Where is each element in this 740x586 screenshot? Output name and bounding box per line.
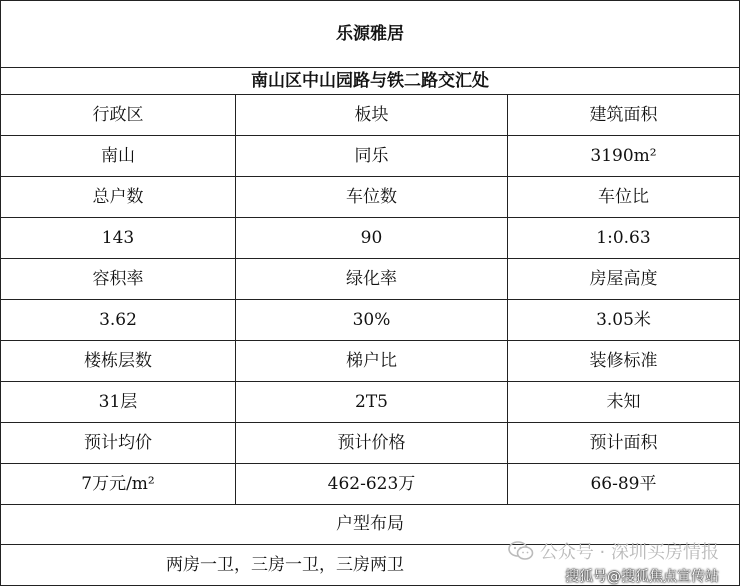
property-address: 南山区中山园路与铁二路交汇处 [1,68,740,95]
header-floors: 楼栋层数 [1,341,236,382]
watermark-text-1: 公众号 · 深圳买房情报 [539,542,719,563]
value-building-area: 3190m² [508,136,740,177]
value-total-price: 462-623万 [236,464,508,505]
value-decoration: 未知 [508,382,740,423]
table-row [1,341,740,382]
header-parking-spaces: 车位数 [236,177,508,218]
value-district: 南山 [1,136,236,177]
header-elevator-ratio: 梯户比 [236,341,508,382]
table-row [1,95,740,136]
header-building-area: 建筑面积 [508,95,740,136]
value-sector: 同乐 [236,136,508,177]
layout-value-text: 两房一卫，三房一卫，三房两卫 [166,554,404,575]
header-plot-ratio: 容积率 [1,259,236,300]
header-sector: 板块 [236,95,508,136]
value-households: 143 [1,218,236,259]
header-parking-ratio: 车位比 [508,177,740,218]
table-row [1,423,740,464]
property-title: 乐源雅居 [1,1,740,68]
table-row [1,218,740,259]
table-row [1,177,740,218]
value-parking-spaces: 90 [236,218,508,259]
value-floor-height: 3.05米 [508,300,740,341]
watermark [508,538,719,586]
value-floors: 31层 [1,382,236,423]
header-district: 行政区 [1,95,236,136]
table-row [1,464,740,505]
value-unit-area: 66-89平 [508,464,740,505]
table-row [1,382,740,423]
table-row [1,300,740,341]
header-floor-height: 房屋高度 [508,259,740,300]
header-green-ratio: 绿化率 [236,259,508,300]
layout-header: 户型布局 [1,505,740,545]
wechat-icon [508,541,534,561]
header-unit-area: 预计面积 [508,423,740,464]
header-avg-price: 预计均价 [1,423,236,464]
value-avg-price: 7万元/m² [1,464,236,505]
value-green-ratio: 30% [236,300,508,341]
table-row [1,136,740,177]
header-decoration: 装修标准 [508,341,740,382]
watermark-line1 [508,538,719,564]
watermark-text-2: 搜狐号@搜狐焦点宣传站 [565,569,719,585]
header-households: 总户数 [1,177,236,218]
header-total-price: 预计价格 [236,423,508,464]
value-elevator-ratio: 2T5 [236,382,508,423]
value-parking-ratio: 1:0.63 [508,218,740,259]
value-plot-ratio: 3.62 [1,300,236,341]
table-row [1,259,740,300]
